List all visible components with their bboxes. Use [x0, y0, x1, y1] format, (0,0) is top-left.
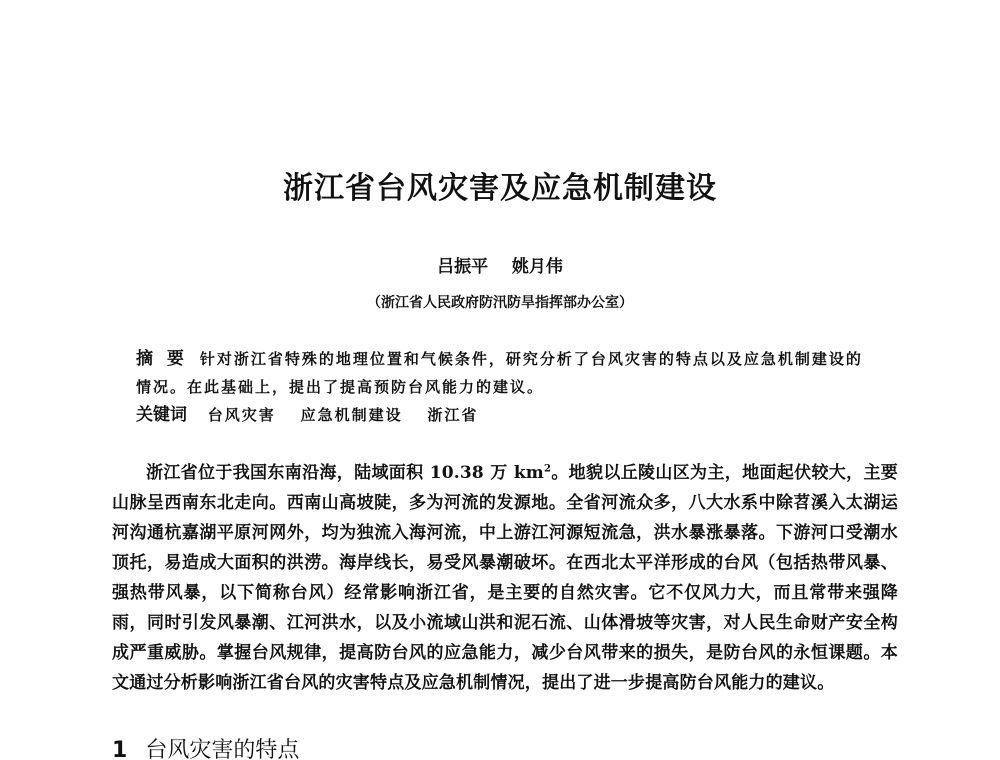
author-name: 姚月伟 [511, 257, 563, 277]
body-text-part: 。地貌以丘陵山区为主，地面起伏较大，主要山脉呈西南东北走向。西南山高坡陡，多为河流的发源地。全省河流众多，八大水系中除苕溪入太湖运河沟通杭嘉湖平原河网外，均为独流入海河流，中上游江河源短流急，洪水暴涨暴落。下游河口受潮水顶托，易造成大面积的洪涝。海岸线长，易受风暴潮破坏。在西北太平洋形成的台风（包括热带风暴、强热带风暴，以下简称台风）经常影响浙江省，是主要的自然灾害。它不仅风力大，而且常带来强降雨，同时引发风暴潮、江河洪水，以及小流域山洪和泥石流、山体滑坡等灾害，对人民生命财产安全构成严重威胁。掌握台风规律，提高防台风的应急能力，减少台风带来的损失，是防台风的永恒课题。本文通过分析影响浙江省台风的灾害特点及应急机制情况，提出了进一步提高防台风能力的建议。 [112, 463, 899, 693]
abstract [136, 345, 876, 401]
abstract-label: 摘 要 [136, 349, 188, 369]
author-name: 吕振平 [437, 257, 489, 277]
body-text-part: 浙江省位于我国东南沿海，陆域面积 10.38 万 km [146, 463, 544, 483]
affiliation: （浙江省人民政府防汛防旱指挥部办公室） [367, 295, 633, 311]
paper-title: 浙江省台风灾害及应急机制建设 [283, 171, 717, 206]
area-superscript: 2 [544, 463, 552, 475]
keyword: 浙江省 [427, 406, 479, 424]
keyword: 应急机制建设 [300, 406, 403, 424]
abstract-text: 针对浙江省特殊的地理位置和气候条件，研究分析了台风灾害的特点以及应急机制建设的情况。在此基础上，提出了提高预防台风能力的建议。 [136, 350, 863, 396]
section-number: 1 [112, 738, 128, 760]
keyword: 台风灾害 [207, 406, 276, 424]
body-paragraph [112, 458, 898, 698]
keywords [136, 401, 876, 429]
keywords-label: 关键词 [136, 405, 187, 425]
section-heading [112, 736, 299, 760]
author-list [0, 252, 1000, 277]
section-title: 台风灾害的特点 [145, 738, 300, 760]
